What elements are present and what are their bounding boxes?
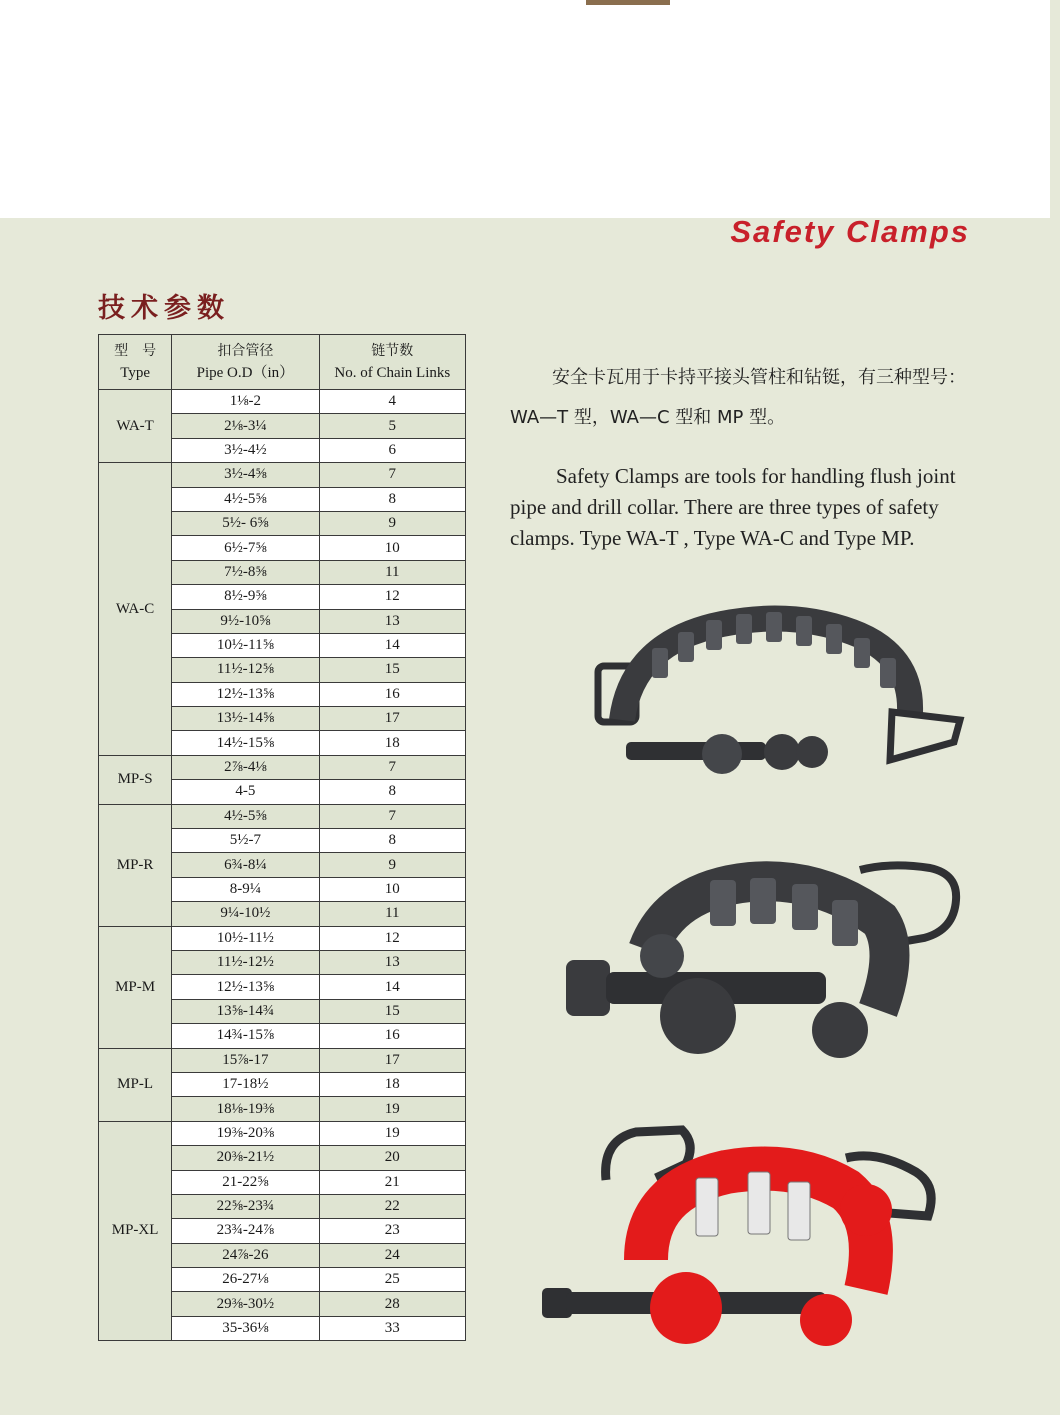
chain-links-cell: 11 xyxy=(319,902,465,926)
chain-links-cell: 6 xyxy=(319,438,465,462)
mp-clamp-dark-photo xyxy=(560,860,970,1070)
chain-links-cell: 19 xyxy=(319,1121,465,1145)
table-row xyxy=(99,755,466,779)
type-cell: MP-R xyxy=(99,804,172,926)
chain-links-cell: 19 xyxy=(319,1097,465,1121)
chain-links-cell: 13 xyxy=(319,609,465,633)
description-english: Safety Clamps are tools for handling flush joint pipe and drill collar. There are three types of safety clamps. Type WA-T , Type WA-C and Type MP. xyxy=(510,464,956,550)
pipe-od-cell: 9½-10⅝ xyxy=(172,609,319,633)
pipe-od-cell: 5½- 6⅝ xyxy=(172,511,319,535)
chain-links-cell: 25 xyxy=(319,1268,465,1292)
pipe-od-cell: 18⅛-19⅜ xyxy=(172,1097,319,1121)
pipe-od-cell: 14¾-15⅞ xyxy=(172,1024,319,1048)
pipe-od-cell: 8-9¼ xyxy=(172,877,319,901)
chain-links-cell: 16 xyxy=(319,1024,465,1048)
chain-links-cell: 8 xyxy=(319,487,465,511)
pipe-od-cell: 4-5 xyxy=(172,780,319,804)
top-white-band xyxy=(0,0,1050,218)
pipe-od-cell: 4½-5⅝ xyxy=(172,804,319,828)
handle-right xyxy=(890,712,960,760)
chain-links-cell: 18 xyxy=(319,1072,465,1096)
pipe-od-cell: 4½-5⅝ xyxy=(172,487,319,511)
pipe-od-cell: 29⅜-30½ xyxy=(172,1292,319,1316)
pipe-od-cell: 6¾-8¼ xyxy=(172,853,319,877)
section-title: 技术参数 xyxy=(98,293,230,324)
chain-links-cell: 16 xyxy=(319,682,465,706)
chain-links-cell: 24 xyxy=(319,1243,465,1267)
spec-table-body xyxy=(99,390,466,1341)
top-edge-mark xyxy=(586,0,670,5)
pipe-od-cell: 15⅞-17 xyxy=(172,1048,319,1072)
pipe-od-cell: 2⅛-3¼ xyxy=(172,414,319,438)
bolt-head xyxy=(566,960,610,1016)
chain-links-cell: 7 xyxy=(319,755,465,779)
chain-links-cell: 18 xyxy=(319,731,465,755)
table-header-row xyxy=(99,335,466,390)
type-cell: MP-M xyxy=(99,926,172,1048)
pipe-od-cell: 12½-13⅝ xyxy=(172,975,319,999)
chain-links-cell: 5 xyxy=(319,414,465,438)
table-row xyxy=(99,1121,466,1145)
header-chain-links: 链节数 No. of Chain Links xyxy=(319,335,465,390)
description-chinese: 安全卡瓦用于卡持平接头管柱和钻铤，有三种型号：WA—T 型，WA—C 型和 MP 型。 xyxy=(510,367,966,428)
chain-links-cell: 17 xyxy=(319,707,465,731)
chain-links-cell: 11 xyxy=(319,560,465,584)
type-cell: MP-L xyxy=(99,1048,172,1121)
chain-links-cell: 13 xyxy=(319,950,465,974)
pipe-od-cell: 7½-8⅝ xyxy=(172,560,319,584)
chain-links-cell: 20 xyxy=(319,1146,465,1170)
table-row xyxy=(99,804,466,828)
pipe-od-cell: 14½-15⅝ xyxy=(172,731,319,755)
type-cell: MP-S xyxy=(99,755,172,804)
chain-links-cell: 7 xyxy=(319,804,465,828)
table-row xyxy=(99,926,466,950)
pipe-od-cell: 10½-11½ xyxy=(172,926,319,950)
chain-links-cell: 10 xyxy=(319,536,465,560)
pipe-od-cell: 12½-13⅝ xyxy=(172,682,319,706)
pipe-od-cell: 17-18½ xyxy=(172,1072,319,1096)
screw-rod xyxy=(626,742,766,760)
chain-links-cell: 17 xyxy=(319,1048,465,1072)
pipe-od-cell: 1⅛-2 xyxy=(172,390,319,414)
spec-table xyxy=(98,334,466,1341)
chain-links-cell: 28 xyxy=(319,1292,465,1316)
pipe-od-cell: 11½-12⅝ xyxy=(172,658,319,682)
chain-links-cell: 10 xyxy=(319,877,465,901)
chain-links-cell: 8 xyxy=(319,829,465,853)
pipe-od-cell: 20⅜-21½ xyxy=(172,1146,319,1170)
pipe-od-cell: 26-27⅛ xyxy=(172,1268,319,1292)
pipe-od-cell: 9¼-10½ xyxy=(172,902,319,926)
pipe-od-cell: 24⅞-26 xyxy=(172,1243,319,1267)
chain-links-cell: 8 xyxy=(319,780,465,804)
header-type: 型 号 Type xyxy=(99,335,172,390)
chain-links-cell: 9 xyxy=(319,853,465,877)
wa-clamp-photo xyxy=(592,602,972,792)
pipe-od-cell: 35-36⅛ xyxy=(172,1316,319,1340)
pipe-od-cell: 19⅜-20⅜ xyxy=(172,1121,319,1145)
pipe-od-cell: 5½-7 xyxy=(172,829,319,853)
table-row xyxy=(99,463,466,487)
header-pipe-od: 扣合管径 Pipe O.D（in） xyxy=(172,335,319,390)
chain-links-cell: 4 xyxy=(319,390,465,414)
chain-links-cell: 12 xyxy=(319,926,465,950)
pipe-od-cell: 23¾-24⅞ xyxy=(172,1219,319,1243)
pipe-od-cell: 2⅞-4⅛ xyxy=(172,755,319,779)
chain-links-cell: 21 xyxy=(319,1170,465,1194)
pipe-od-cell: 22⅝-23¾ xyxy=(172,1194,319,1218)
mp-clamp-red-photo xyxy=(536,1120,946,1350)
chain-links-cell: 14 xyxy=(319,975,465,999)
chain-links-cell: 12 xyxy=(319,585,465,609)
chain-links-cell: 23 xyxy=(319,1219,465,1243)
table-row xyxy=(99,390,466,414)
pipe-od-cell: 3½-4½ xyxy=(172,438,319,462)
chain-links-cell: 15 xyxy=(319,999,465,1023)
type-cell: WA-C xyxy=(99,463,172,756)
chain-links-cell: 7 xyxy=(319,463,465,487)
pipe-od-cell: 13⅝-14¾ xyxy=(172,999,319,1023)
pipe-od-cell: 21-22⅝ xyxy=(172,1170,319,1194)
type-cell: MP-XL xyxy=(99,1121,172,1341)
chain-links-cell: 22 xyxy=(319,1194,465,1218)
type-cell: WA-T xyxy=(99,390,172,463)
pipe-od-cell: 11½-12½ xyxy=(172,950,319,974)
chain-links-cell: 14 xyxy=(319,633,465,657)
chain-links-cell: 33 xyxy=(319,1316,465,1340)
chain-links-cell: 9 xyxy=(319,511,465,535)
pipe-od-cell: 6½-7⅝ xyxy=(172,536,319,560)
chain-links-cell: 15 xyxy=(319,658,465,682)
table-row xyxy=(99,1048,466,1072)
page-title: Safety Clamps xyxy=(730,214,970,249)
pipe-od-cell: 3½-4⅝ xyxy=(172,463,319,487)
pipe-od-cell: 8½-9⅝ xyxy=(172,585,319,609)
pipe-od-cell: 10½-11⅝ xyxy=(172,633,319,657)
pipe-od-cell: 13½-14⅝ xyxy=(172,707,319,731)
